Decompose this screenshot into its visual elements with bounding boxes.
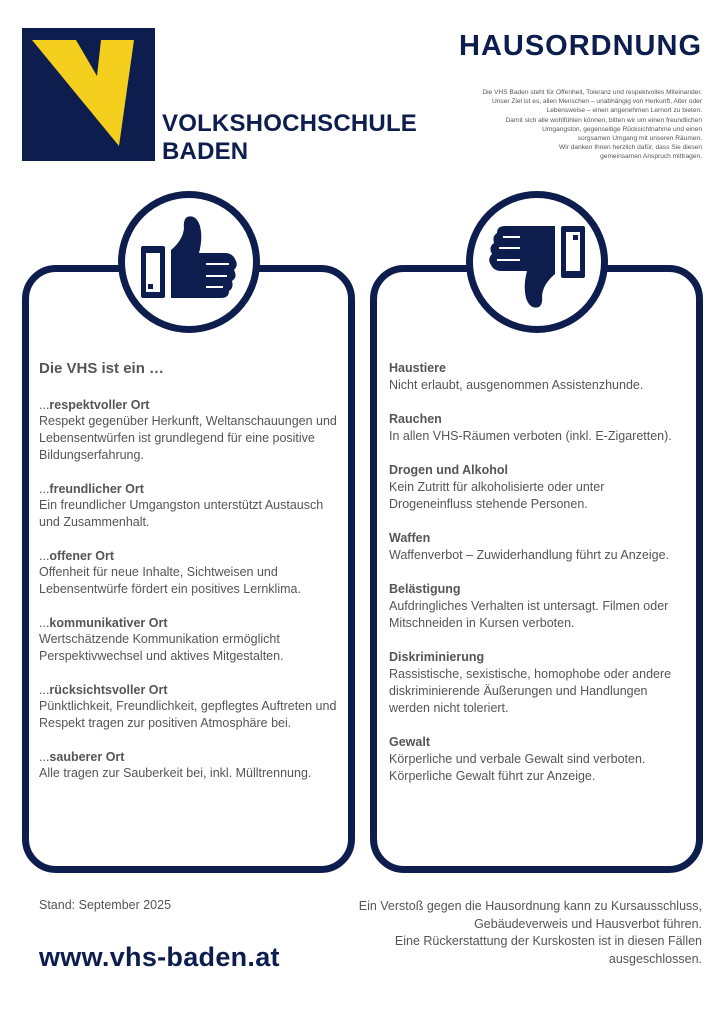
vhs-values-list <box>39 360 339 799</box>
values-heading: Die VHS ist ein … <box>39 360 165 377</box>
list-item <box>389 411 689 445</box>
note-line: Eine Rückerstattung der Kurskosten ist in diesen Fällen <box>394 934 702 948</box>
list-item <box>389 530 689 564</box>
list-item <box>39 481 339 531</box>
trait-title: respektvoller Ort <box>49 398 150 412</box>
org-name-line-2: BADEN <box>162 138 249 165</box>
thumbs-down-badge <box>466 191 608 333</box>
list-item <box>39 397 339 464</box>
note-line: Ein Verstoß gegen die Hausordnung kann zu Kursausschluss, <box>358 899 702 913</box>
organization-name <box>162 110 417 166</box>
trait-title: kommunikativer Ort <box>49 616 168 630</box>
rule-description: Kein Zutritt für alkoholisierte oder unter Drogeneinfluss stehende Personen. <box>389 480 605 511</box>
thumbs-up-icon <box>125 198 253 326</box>
trait-title: rücksichtsvoller Ort <box>49 683 168 697</box>
list-item <box>39 548 339 598</box>
intro-line: Lebensweise – einen angenehmen Lernort zu bieten. <box>546 107 702 115</box>
rule-title: Drogen und Alkohol <box>389 463 508 477</box>
trait-title: sauberer Ort <box>49 750 125 764</box>
intro-line: Damit sich alle wohlfühlen können, bitten wir um einen freundlichen <box>505 116 702 124</box>
trait-title: freundlicher Ort <box>49 482 144 496</box>
rule-description: Aufdringliches Verhalten ist untersagt. Filmen oder Mitschneiden in Kursen verboten. <box>389 599 669 630</box>
rule-title: Belästigung <box>389 582 461 596</box>
intro-line: Umgangston, gegenseitige Rücksichtnahme und einen <box>542 125 702 133</box>
intro-line: Wir danken Ihnen herzlich dafür, dass Sie diesen <box>559 144 702 152</box>
trait-prefix: ... <box>39 482 50 496</box>
list-item <box>389 360 689 394</box>
trait-title: offener Ort <box>49 549 115 563</box>
trait-description: Ein freundlicher Umgangston unterstützt Austausch und Zusammenhalt. <box>39 498 324 529</box>
violation-note <box>342 898 702 968</box>
rule-title: Haustiere <box>389 361 446 375</box>
rule-title: Diskriminierung <box>389 650 485 664</box>
rule-description: Körperliche und verbale Gewalt sind verboten. Körperliche Gewalt führt zur Anzeige. <box>389 752 646 783</box>
rule-title: Rauchen <box>389 412 442 426</box>
note-line: Gebäudeverweis und Hausverbot führen. <box>474 916 702 931</box>
intro-line: Die VHS Baden steht für Offenheit, Toleranz und respektvolles Miteinander. <box>482 89 702 96</box>
rule-description: Nicht erlaubt, ausgenommen Assistenzhunde. <box>389 378 644 392</box>
rule-description: In allen VHS-Räumen verboten (inkl. E-Zigaretten). <box>389 429 672 443</box>
page-title: HAUSORDNUNG <box>459 30 702 62</box>
trait-description: Respekt gegenüber Herkunft, Weltanschauungen und Lebensentwürfen ist grundlegend für eine positive Bildungserfahrung. <box>39 414 337 462</box>
vhs-logo <box>22 28 155 161</box>
trait-prefix: ... <box>39 750 50 764</box>
list-item <box>389 462 689 513</box>
list-item <box>389 649 689 717</box>
list-item <box>389 581 689 632</box>
rule-title: Gewalt <box>389 735 430 749</box>
list-item <box>39 615 339 665</box>
note-line: ausgeschlossen. <box>608 951 702 966</box>
revision-date: Stand: September 2025 <box>39 898 172 912</box>
trait-description: Alle tragen zur Sauberkeit bei, inkl. Mülltrennung. <box>39 766 312 780</box>
list-item <box>39 749 339 782</box>
list-item <box>389 734 689 785</box>
vhs-logo-icon <box>22 28 155 161</box>
intro-line: Unser Ziel ist es, allen Menschen – unabhängig von Herkunft, Alter oder <box>491 98 702 106</box>
list-item <box>39 682 339 732</box>
trait-description: Offenheit für neue Inhalte, Sichtweisen und Lebensentwürfe fördert ein positives Lernklima. <box>39 565 301 596</box>
intro-line: gemeinsamen Anspruch mittragen. <box>600 153 702 161</box>
trait-description: Pünktlichkeit, Freundlichkeit, gepflegtes Auftreten und Respekt tragen zur positiven Atmosphäre bei. <box>39 699 337 730</box>
house-rules-list <box>389 360 689 802</box>
rule-description: Waffenverbot – Zuwiderhandlung führt zu Anzeige. <box>389 548 670 562</box>
org-name-line-1: VOLKSHOCHSCHULE <box>162 110 418 137</box>
intro-text <box>402 88 702 162</box>
trait-prefix: ... <box>39 683 50 697</box>
thumbs-down-icon <box>473 198 601 326</box>
thumbs-up-badge <box>118 191 260 333</box>
trait-prefix: ... <box>39 549 50 563</box>
trait-prefix: ... <box>39 616 50 630</box>
trait-description: Wertschätzende Kommunikation ermöglicht Perspektivwechsel und aktives Mitgestalten. <box>39 632 284 663</box>
rule-title: Waffen <box>389 531 431 545</box>
intro-line: sorgsamen Umgang mit unseren Räumen. <box>577 135 702 143</box>
website-link[interactable]: www.vhs-baden.at <box>39 942 280 972</box>
trait-prefix: ... <box>39 398 50 412</box>
rule-description: Rassistische, sexistische, homophobe oder andere diskriminierende Äußerungen und Handlungen werden nicht toleriert. <box>389 667 672 715</box>
